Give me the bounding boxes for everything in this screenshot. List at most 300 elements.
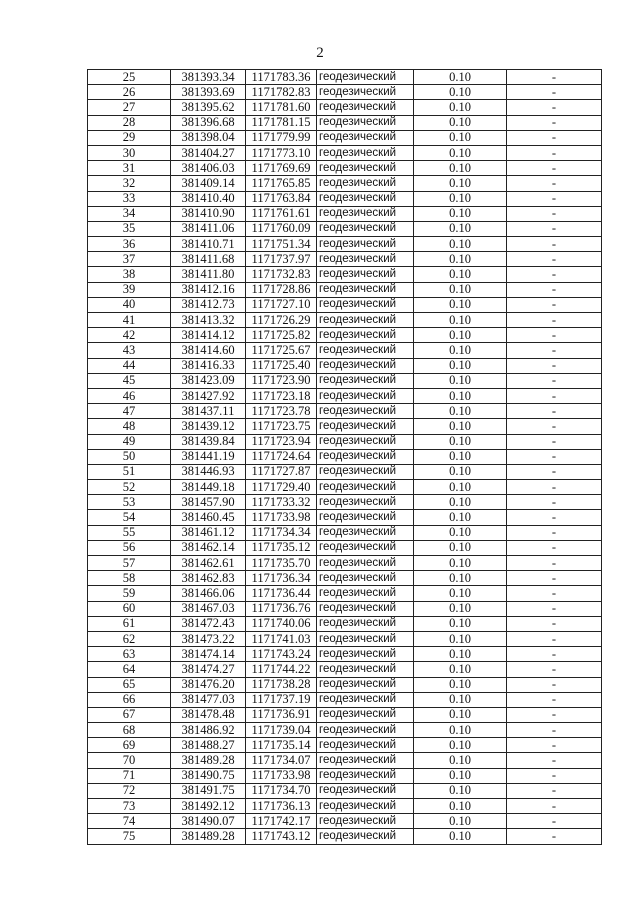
point-number-cell: 57 <box>88 556 171 571</box>
method-cell: геодезический <box>317 571 414 586</box>
description-cell: - <box>507 616 602 631</box>
y-coordinate-cell: 1171728.86 <box>246 282 317 297</box>
y-coordinate-cell: 1171735.12 <box>246 540 317 555</box>
point-number-cell: 37 <box>88 252 171 267</box>
coordinates-table <box>87 69 602 845</box>
method-cell: геодезический <box>317 85 414 100</box>
x-coordinate-cell: 381411.68 <box>171 252 246 267</box>
description-cell: - <box>507 237 602 252</box>
accuracy-cell: 0.10 <box>414 130 507 145</box>
table-row <box>88 221 602 236</box>
x-coordinate-cell: 381460.45 <box>171 510 246 525</box>
y-coordinate-cell: 1171724.64 <box>246 449 317 464</box>
y-coordinate-cell: 1171725.40 <box>246 358 317 373</box>
point-number-cell: 49 <box>88 434 171 449</box>
y-coordinate-cell: 1171760.09 <box>246 221 317 236</box>
y-coordinate-cell: 1171761.61 <box>246 206 317 221</box>
description-cell: - <box>507 358 602 373</box>
x-coordinate-cell: 381439.12 <box>171 419 246 434</box>
point-number-cell: 51 <box>88 464 171 479</box>
description-cell: - <box>507 297 602 312</box>
y-coordinate-cell: 1171741.03 <box>246 631 317 646</box>
description-cell: - <box>507 677 602 692</box>
point-number-cell: 39 <box>88 282 171 297</box>
point-number-cell: 30 <box>88 145 171 160</box>
table-row <box>88 313 602 328</box>
point-number-cell: 46 <box>88 388 171 403</box>
table-row <box>88 495 602 510</box>
x-coordinate-cell: 381411.06 <box>171 221 246 236</box>
point-number-cell: 40 <box>88 297 171 312</box>
y-coordinate-cell: 1171737.19 <box>246 692 317 707</box>
method-cell: геодезический <box>317 586 414 601</box>
accuracy-cell: 0.10 <box>414 540 507 555</box>
point-number-cell: 31 <box>88 161 171 176</box>
x-coordinate-cell: 381474.14 <box>171 647 246 662</box>
y-coordinate-cell: 1171723.94 <box>246 434 317 449</box>
table-row <box>88 237 602 252</box>
x-coordinate-cell: 381462.83 <box>171 571 246 586</box>
description-cell: - <box>507 631 602 646</box>
y-coordinate-cell: 1171763.84 <box>246 191 317 206</box>
x-coordinate-cell: 381489.28 <box>171 829 246 844</box>
accuracy-cell: 0.10 <box>414 525 507 540</box>
method-cell: геодезический <box>317 814 414 829</box>
description-cell: - <box>507 692 602 707</box>
description-cell: - <box>507 343 602 358</box>
y-coordinate-cell: 1171735.70 <box>246 556 317 571</box>
accuracy-cell: 0.10 <box>414 282 507 297</box>
accuracy-cell: 0.10 <box>414 419 507 434</box>
description-cell: - <box>507 70 602 85</box>
y-coordinate-cell: 1171734.07 <box>246 753 317 768</box>
x-coordinate-cell: 381409.14 <box>171 176 246 191</box>
description-cell: - <box>507 723 602 738</box>
x-coordinate-cell: 381477.03 <box>171 692 246 707</box>
method-cell: геодезический <box>317 191 414 206</box>
description-cell: - <box>507 540 602 555</box>
x-coordinate-cell: 381395.62 <box>171 100 246 115</box>
y-coordinate-cell: 1171727.10 <box>246 297 317 312</box>
method-cell: геодезический <box>317 419 414 434</box>
accuracy-cell: 0.10 <box>414 206 507 221</box>
point-number-cell: 67 <box>88 707 171 722</box>
description-cell: - <box>507 783 602 798</box>
description-cell: - <box>507 100 602 115</box>
x-coordinate-cell: 381466.06 <box>171 586 246 601</box>
description-cell: - <box>507 206 602 221</box>
x-coordinate-cell: 381437.11 <box>171 404 246 419</box>
x-coordinate-cell: 381446.93 <box>171 464 246 479</box>
description-cell: - <box>507 510 602 525</box>
point-number-cell: 36 <box>88 237 171 252</box>
point-number-cell: 71 <box>88 768 171 783</box>
method-cell: геодезический <box>317 616 414 631</box>
point-number-cell: 58 <box>88 571 171 586</box>
table-row <box>88 328 602 343</box>
x-coordinate-cell: 381489.28 <box>171 753 246 768</box>
point-number-cell: 66 <box>88 692 171 707</box>
x-coordinate-cell: 381492.12 <box>171 799 246 814</box>
y-coordinate-cell: 1171779.99 <box>246 130 317 145</box>
point-number-cell: 50 <box>88 449 171 464</box>
table-row <box>88 616 602 631</box>
accuracy-cell: 0.10 <box>414 115 507 130</box>
accuracy-cell: 0.10 <box>414 404 507 419</box>
method-cell: геодезический <box>317 206 414 221</box>
description-cell: - <box>507 586 602 601</box>
accuracy-cell: 0.10 <box>414 373 507 388</box>
x-coordinate-cell: 381488.27 <box>171 738 246 753</box>
x-coordinate-cell: 381490.75 <box>171 768 246 783</box>
point-number-cell: 70 <box>88 753 171 768</box>
accuracy-cell: 0.10 <box>414 799 507 814</box>
method-cell: геодезический <box>317 707 414 722</box>
accuracy-cell: 0.10 <box>414 100 507 115</box>
point-number-cell: 29 <box>88 130 171 145</box>
description-cell: - <box>507 464 602 479</box>
accuracy-cell: 0.10 <box>414 237 507 252</box>
accuracy-cell: 0.10 <box>414 556 507 571</box>
x-coordinate-cell: 381406.03 <box>171 161 246 176</box>
accuracy-cell: 0.10 <box>414 707 507 722</box>
method-cell: геодезический <box>317 145 414 160</box>
point-number-cell: 53 <box>88 495 171 510</box>
x-coordinate-cell: 381474.27 <box>171 662 246 677</box>
y-coordinate-cell: 1171723.90 <box>246 373 317 388</box>
method-cell: геодезический <box>317 130 414 145</box>
y-coordinate-cell: 1171751.34 <box>246 237 317 252</box>
y-coordinate-cell: 1171725.67 <box>246 343 317 358</box>
x-coordinate-cell: 381473.22 <box>171 631 246 646</box>
method-cell: геодезический <box>317 100 414 115</box>
point-number-cell: 26 <box>88 85 171 100</box>
accuracy-cell: 0.10 <box>414 692 507 707</box>
x-coordinate-cell: 381491.75 <box>171 783 246 798</box>
table-row <box>88 692 602 707</box>
y-coordinate-cell: 1171765.85 <box>246 176 317 191</box>
accuracy-cell: 0.10 <box>414 267 507 282</box>
accuracy-cell: 0.10 <box>414 191 507 206</box>
table-row <box>88 343 602 358</box>
point-number-cell: 32 <box>88 176 171 191</box>
accuracy-cell: 0.10 <box>414 464 507 479</box>
point-number-cell: 47 <box>88 404 171 419</box>
y-coordinate-cell: 1171729.40 <box>246 480 317 495</box>
point-number-cell: 52 <box>88 480 171 495</box>
accuracy-cell: 0.10 <box>414 297 507 312</box>
accuracy-cell: 0.10 <box>414 662 507 677</box>
description-cell: - <box>507 328 602 343</box>
method-cell: геодезический <box>317 495 414 510</box>
accuracy-cell: 0.10 <box>414 631 507 646</box>
description-cell: - <box>507 495 602 510</box>
point-number-cell: 63 <box>88 647 171 662</box>
x-coordinate-cell: 381413.32 <box>171 313 246 328</box>
table-row <box>88 191 602 206</box>
x-coordinate-cell: 381412.16 <box>171 282 246 297</box>
y-coordinate-cell: 1171739.04 <box>246 723 317 738</box>
accuracy-cell: 0.10 <box>414 70 507 85</box>
description-cell: - <box>507 130 602 145</box>
table-row <box>88 70 602 85</box>
method-cell: геодезический <box>317 373 414 388</box>
method-cell: геодезический <box>317 510 414 525</box>
accuracy-cell: 0.10 <box>414 252 507 267</box>
method-cell: геодезический <box>317 692 414 707</box>
point-number-cell: 42 <box>88 328 171 343</box>
y-coordinate-cell: 1171744.22 <box>246 662 317 677</box>
method-cell: геодезический <box>317 358 414 373</box>
y-coordinate-cell: 1171782.83 <box>246 85 317 100</box>
x-coordinate-cell: 381472.43 <box>171 616 246 631</box>
method-cell: геодезический <box>317 343 414 358</box>
method-cell: геодезический <box>317 662 414 677</box>
description-cell: - <box>507 556 602 571</box>
table-row <box>88 419 602 434</box>
accuracy-cell: 0.10 <box>414 343 507 358</box>
method-cell: геодезический <box>317 647 414 662</box>
description-cell: - <box>507 313 602 328</box>
method-cell: геодезический <box>317 115 414 130</box>
accuracy-cell: 0.10 <box>414 161 507 176</box>
description-cell: - <box>507 707 602 722</box>
x-coordinate-cell: 381398.04 <box>171 130 246 145</box>
x-coordinate-cell: 381404.27 <box>171 145 246 160</box>
accuracy-cell: 0.10 <box>414 829 507 844</box>
y-coordinate-cell: 1171738.28 <box>246 677 317 692</box>
description-cell: - <box>507 161 602 176</box>
description-cell: - <box>507 221 602 236</box>
y-coordinate-cell: 1171723.75 <box>246 419 317 434</box>
accuracy-cell: 0.10 <box>414 510 507 525</box>
point-number-cell: 54 <box>88 510 171 525</box>
accuracy-cell: 0.10 <box>414 753 507 768</box>
table-row <box>88 814 602 829</box>
description-cell: - <box>507 115 602 130</box>
table-row <box>88 753 602 768</box>
x-coordinate-cell: 381412.73 <box>171 297 246 312</box>
x-coordinate-cell: 381449.18 <box>171 480 246 495</box>
description-cell: - <box>507 252 602 267</box>
y-coordinate-cell: 1171723.78 <box>246 404 317 419</box>
method-cell: геодезический <box>317 783 414 798</box>
description-cell: - <box>507 145 602 160</box>
table-row <box>88 252 602 267</box>
description-cell: - <box>507 799 602 814</box>
y-coordinate-cell: 1171743.24 <box>246 647 317 662</box>
point-number-cell: 38 <box>88 267 171 282</box>
y-coordinate-cell: 1171781.15 <box>246 115 317 130</box>
y-coordinate-cell: 1171743.12 <box>246 829 317 844</box>
table-row <box>88 267 602 282</box>
point-number-cell: 61 <box>88 616 171 631</box>
description-cell: - <box>507 601 602 616</box>
table-row <box>88 677 602 692</box>
point-number-cell: 73 <box>88 799 171 814</box>
y-coordinate-cell: 1171733.98 <box>246 510 317 525</box>
method-cell: геодезический <box>317 631 414 646</box>
table-row <box>88 145 602 160</box>
method-cell: геодезический <box>317 70 414 85</box>
accuracy-cell: 0.10 <box>414 480 507 495</box>
y-coordinate-cell: 1171733.98 <box>246 768 317 783</box>
description-cell: - <box>507 525 602 540</box>
accuracy-cell: 0.10 <box>414 783 507 798</box>
y-coordinate-cell: 1171725.82 <box>246 328 317 343</box>
accuracy-cell: 0.10 <box>414 145 507 160</box>
y-coordinate-cell: 1171769.69 <box>246 161 317 176</box>
description-cell: - <box>507 388 602 403</box>
table-row <box>88 85 602 100</box>
table-row <box>88 115 602 130</box>
x-coordinate-cell: 381461.12 <box>171 525 246 540</box>
point-number-cell: 64 <box>88 662 171 677</box>
description-cell: - <box>507 829 602 844</box>
point-number-cell: 65 <box>88 677 171 692</box>
table-row <box>88 783 602 798</box>
method-cell: геодезический <box>317 480 414 495</box>
method-cell: геодезический <box>317 434 414 449</box>
table-row <box>88 738 602 753</box>
table-row <box>88 510 602 525</box>
y-coordinate-cell: 1171723.18 <box>246 388 317 403</box>
table-row <box>88 647 602 662</box>
method-cell: геодезический <box>317 252 414 267</box>
table-row <box>88 404 602 419</box>
y-coordinate-cell: 1171781.60 <box>246 100 317 115</box>
y-coordinate-cell: 1171733.32 <box>246 495 317 510</box>
description-cell: - <box>507 176 602 191</box>
y-coordinate-cell: 1171742.17 <box>246 814 317 829</box>
accuracy-cell: 0.10 <box>414 388 507 403</box>
accuracy-cell: 0.10 <box>414 495 507 510</box>
method-cell: геодезический <box>317 161 414 176</box>
method-cell: геодезический <box>317 601 414 616</box>
table-row <box>88 388 602 403</box>
y-coordinate-cell: 1171726.29 <box>246 313 317 328</box>
method-cell: геодезический <box>317 267 414 282</box>
accuracy-cell: 0.10 <box>414 221 507 236</box>
point-number-cell: 25 <box>88 70 171 85</box>
method-cell: геодезический <box>317 328 414 343</box>
method-cell: геодезический <box>317 404 414 419</box>
point-number-cell: 69 <box>88 738 171 753</box>
table-row <box>88 176 602 191</box>
table-row <box>88 768 602 783</box>
description-cell: - <box>507 449 602 464</box>
description-cell: - <box>507 191 602 206</box>
y-coordinate-cell: 1171737.97 <box>246 252 317 267</box>
description-cell: - <box>507 85 602 100</box>
method-cell: геодезический <box>317 829 414 844</box>
point-number-cell: 62 <box>88 631 171 646</box>
x-coordinate-cell: 381441.19 <box>171 449 246 464</box>
method-cell: геодезический <box>317 297 414 312</box>
method-cell: геодезический <box>317 738 414 753</box>
table-row <box>88 586 602 601</box>
accuracy-cell: 0.10 <box>414 723 507 738</box>
x-coordinate-cell: 381427.92 <box>171 388 246 403</box>
point-number-cell: 43 <box>88 343 171 358</box>
table-row <box>88 707 602 722</box>
table-row <box>88 297 602 312</box>
method-cell: геодезический <box>317 525 414 540</box>
x-coordinate-cell: 381486.92 <box>171 723 246 738</box>
table-row <box>88 525 602 540</box>
table-row <box>88 206 602 221</box>
method-cell: геодезический <box>317 221 414 236</box>
table-row <box>88 662 602 677</box>
x-coordinate-cell: 381462.61 <box>171 556 246 571</box>
x-coordinate-cell: 381467.03 <box>171 601 246 616</box>
description-cell: - <box>507 267 602 282</box>
x-coordinate-cell: 381393.34 <box>171 70 246 85</box>
point-number-cell: 27 <box>88 100 171 115</box>
method-cell: геодезический <box>317 464 414 479</box>
point-number-cell: 35 <box>88 221 171 236</box>
table-row <box>88 571 602 586</box>
accuracy-cell: 0.10 <box>414 313 507 328</box>
description-cell: - <box>507 753 602 768</box>
accuracy-cell: 0.10 <box>414 738 507 753</box>
y-coordinate-cell: 1171736.76 <box>246 601 317 616</box>
accuracy-cell: 0.10 <box>414 449 507 464</box>
accuracy-cell: 0.10 <box>414 616 507 631</box>
point-number-cell: 55 <box>88 525 171 540</box>
page-number: 2 <box>316 45 324 61</box>
x-coordinate-cell: 381423.09 <box>171 373 246 388</box>
x-coordinate-cell: 381411.80 <box>171 267 246 282</box>
y-coordinate-cell: 1171734.34 <box>246 525 317 540</box>
table-row <box>88 631 602 646</box>
description-cell: - <box>507 480 602 495</box>
table-row <box>88 373 602 388</box>
table-row <box>88 434 602 449</box>
point-number-cell: 56 <box>88 540 171 555</box>
y-coordinate-cell: 1171736.44 <box>246 586 317 601</box>
description-cell: - <box>507 404 602 419</box>
table-row <box>88 556 602 571</box>
method-cell: геодезический <box>317 449 414 464</box>
x-coordinate-cell: 381414.60 <box>171 343 246 358</box>
x-coordinate-cell: 381478.48 <box>171 707 246 722</box>
table-row <box>88 449 602 464</box>
method-cell: геодезический <box>317 176 414 191</box>
x-coordinate-cell: 381476.20 <box>171 677 246 692</box>
table-row <box>88 161 602 176</box>
description-cell: - <box>507 662 602 677</box>
y-coordinate-cell: 1171736.34 <box>246 571 317 586</box>
method-cell: геодезический <box>317 313 414 328</box>
point-number-cell: 34 <box>88 206 171 221</box>
table-row <box>88 799 602 814</box>
table-row <box>88 601 602 616</box>
point-number-cell: 44 <box>88 358 171 373</box>
x-coordinate-cell: 381490.07 <box>171 814 246 829</box>
y-coordinate-cell: 1171734.70 <box>246 783 317 798</box>
y-coordinate-cell: 1171727.87 <box>246 464 317 479</box>
table-row <box>88 358 602 373</box>
accuracy-cell: 0.10 <box>414 814 507 829</box>
point-number-cell: 72 <box>88 783 171 798</box>
description-cell: - <box>507 282 602 297</box>
point-number-cell: 48 <box>88 419 171 434</box>
point-number-cell: 74 <box>88 814 171 829</box>
x-coordinate-cell: 381410.90 <box>171 206 246 221</box>
x-coordinate-cell: 381416.33 <box>171 358 246 373</box>
method-cell: геодезический <box>317 768 414 783</box>
